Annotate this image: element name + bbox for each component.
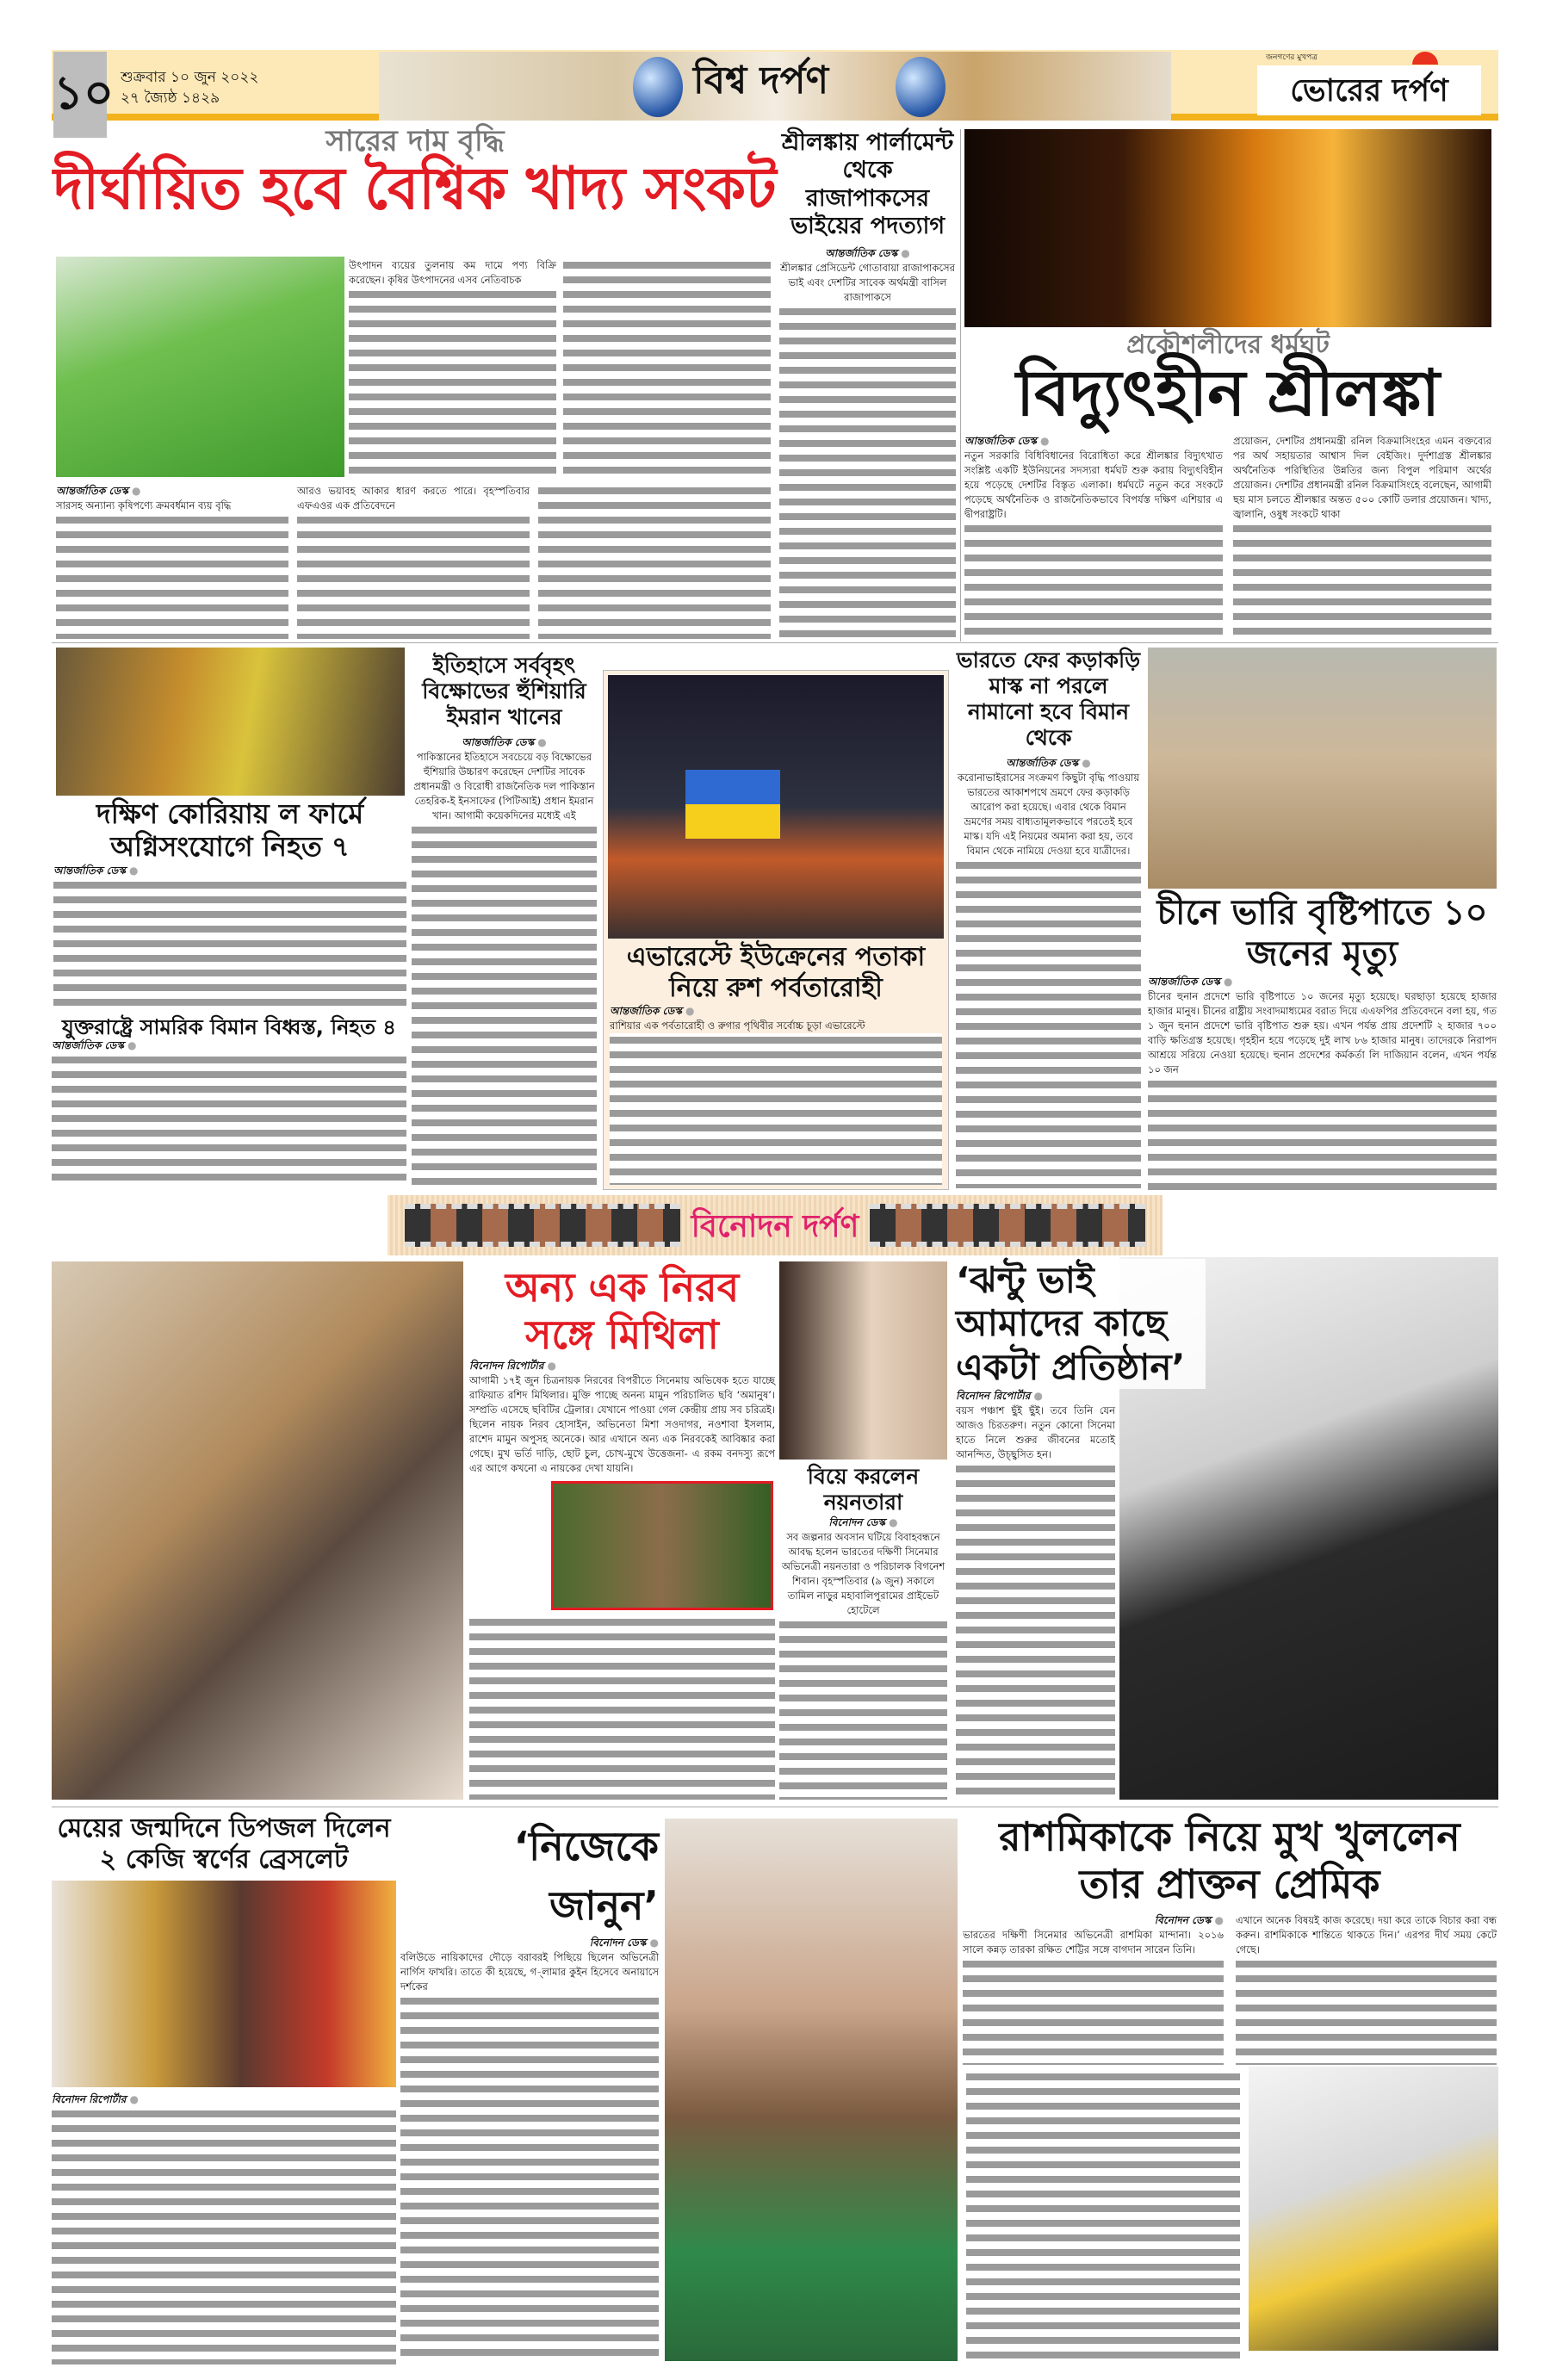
china-headline: চীনে ভারি বৃষ্টিপাতে ১০ জনের মৃত্যু <box>1156 893 1488 974</box>
everest-byline: আন্তর্জাতিক ডেস্ক ● <box>610 1004 942 1019</box>
column-divider <box>960 129 961 641</box>
nargis-byline: বিনোদন ডেস্ক ● <box>400 1936 659 1950</box>
bracelet-headline: মেয়ের জন্মদিনে ডিপজল দিলেন ২ কেজি স্বর্ণের ব্রেসলেট <box>57 1813 391 1875</box>
date-gregorian: শুক্রবার ১০ জুন ২০২২ <box>121 69 259 86</box>
page-number: ১০ <box>53 52 107 138</box>
china-lead: চীনের হুনান প্রদেশে ভারি বৃষ্টিপাতে ১০ জনের মৃত্যু হয়েছে। ঘরছাড়া হয়েছে হাজার হাজার মানুষ। চীনের রাষ্ট্রীয় সংবাদমাধ্যমের বরাত দিয়ে এএফপির প্রতিবেদনে বলা হয়, গত ১ জুন হুনান প্রদেশে ভারি বৃষ্টিপাত শুরু হয়। এখন পর্যন্ত প্রায় প্রদেশটি ২ হাজার ৭০০ বাড়ি ক্ষতিগ্রস্ত হয়েছে। গৃহহীন হয়ে পড়েছে দুই লাখ ৮৬ হাজার মানুষ। তাদেরকে নিরাপদ আশ্রয়ে সরিয়ে নেওয়া হয়েছে। হুনান প্রদেশের কর্মকর্তা লি দাজিয়ান বলেন, এখন পর্যন্ত ১০ জন <box>1148 990 1497 1075</box>
parliament-article <box>779 129 956 639</box>
china-article <box>1148 892 1497 1190</box>
mask-article <box>956 648 1141 1188</box>
korea-byline: আন্তর্জাতিক ডেস্ক ● <box>53 864 406 878</box>
food-columns <box>349 258 771 479</box>
ukraine-flag-yellow <box>685 804 780 839</box>
mithila-byline: বিনোদন রিপোর্টার ● <box>469 1359 775 1373</box>
srilanka-article <box>964 331 1491 641</box>
fertilizer-farmer-photo <box>56 257 344 477</box>
newspaper-logo <box>1257 65 1481 115</box>
imran-article <box>412 653 597 1187</box>
globe-icon <box>896 57 946 117</box>
climber-ukraine-flag-photo <box>608 675 944 939</box>
nargis-lead: বলিউডে নায়িকাদের দৌড়ে বরাবরই পিছিয়ে ছিলেন অভিনেত্রী নার্গিস ফাখরি। তাতে কী হয়েছে, গ-্লামার কুইন হিসেবে অনায়াসে দর্শকের <box>400 1951 659 1993</box>
date-bengali: ২৭ জ্যৈষ্ঠ ১৪২৯ <box>121 90 220 107</box>
china-byline: আন্তর্জাতিক ডেস্ক ● <box>1148 975 1497 989</box>
jhantu-lead: বয়স পঞ্চাশ ছুঁই ছুঁই। তবে তিনি যেন আজও চিরতরুণ। নতুন কোনো সিনেমা হাতে নিলে শুরুর জীবনের মতোই আনন্দিত, উচ্ছ্বসিত হন। <box>956 1404 1115 1461</box>
everest-lead: রাশিয়ার এক পর্বতারোহী ও রুগার পৃথিবীর সর্বোচ্চ চূড়া এভারেস্টে <box>610 1020 865 1032</box>
parliament-headline: শ্রীলঙ্কায় পার্লামেন্ট থেকে রাজাপাকসের ভাইয়ের পদত্যাগ <box>781 129 954 240</box>
mask-byline: আন্তর্জাতিক ডেস্ক ● <box>956 756 1141 771</box>
gold-bracelet-photo <box>52 1881 396 2087</box>
row-divider <box>52 642 1498 643</box>
engineer-strike-photo <box>964 129 1491 327</box>
mithila-article <box>469 1264 775 1800</box>
nargis-article <box>400 1817 659 2361</box>
imran-headline: ইতিহাসে সর্ববৃহৎ বিক্ষোভের হুঁশিয়ারি ইমরান খানের <box>422 653 586 729</box>
everest-article <box>610 942 942 1185</box>
food-heading <box>53 126 777 253</box>
mithila-headline: অন্য এক নিরব সঙ্গে মিথিলা <box>505 1264 740 1359</box>
rashmika-headline: রাশমিকাকে নিয়ে মুখ খুললেন তার প্রাক্তন প্রেমিক <box>999 1813 1460 1908</box>
nayantara-headline: বিয়ে করলেন নয়নতারা <box>807 1464 920 1515</box>
logo-tagline: জনগণের মুখপত্র <box>1266 53 1318 62</box>
mithila-body-cont <box>469 1615 775 1800</box>
food-byline: আন্তর্জাতিক ডেস্ক ● <box>56 484 288 499</box>
imran-byline: আন্তর্জাতিক ডেস্ক ● <box>412 735 597 750</box>
srilanka-headline: বিদ্যুৎহীন শ্রীলঙ্কা <box>1015 356 1441 431</box>
firefighters-photo <box>56 648 405 796</box>
food-body-col2: উৎপাদন ব্যয়ের তুলনায় কম দামে পণ্য বিক্রি করেছেন। কৃষির উৎপাদনের এসব নেতিবাচক <box>349 259 556 286</box>
food-body-col3: আরও ভয়াবহ আকার ধারণ করতে পারে। বৃহস্পতিবার এফএওর এক প্রতিবেদনে <box>297 485 530 511</box>
bracelet-byline: বিনোদন রিপোর্টার ● <box>52 2092 396 2107</box>
logo-text: ভোরের দর্পণ <box>1290 72 1448 108</box>
film-strip-right <box>870 1204 1145 1247</box>
srilanka-byline: আন্তর্জাতিক ডেস্ক ● <box>964 434 1223 449</box>
rashmika-lead: ভারতের দক্ষিণী সিনেমার অভিনেত্রী রাশমিকা মান্দানা। ২০১৬ সালে কন্নড় তারকা রক্ষিত শেট্টির সঙ্গে বাগদান সারেন তিনি। <box>963 1929 1224 1956</box>
korea-article <box>53 797 406 1011</box>
usplane-headline: যুক্তরাষ্ট্রে সামরিক বিমান বিধ্বস্ত, নিহত ৪ <box>62 1015 396 1039</box>
food-headline: দীর্ঘায়িত হবে বৈশ্বিক খাদ্য সংকট <box>53 155 777 224</box>
globe-icon <box>633 57 683 117</box>
bracelet-article <box>52 1813 396 2365</box>
ukraine-flag-blue <box>685 770 780 804</box>
section-title: বিশ্ব দর্পণ <box>693 59 829 102</box>
food-kicker: সারের দাম বৃদ্ধি <box>326 124 505 158</box>
usplane-byline: আন্তর্জাতিক ডেস্ক ● <box>52 1038 406 1053</box>
food-lead: সারসহ অন্যান্য কৃষিপণ্যে ক্রমবর্ধমান ব্যয় বৃদ্ধি <box>56 499 232 511</box>
film-strip-left <box>405 1204 680 1247</box>
issue-date <box>121 67 258 108</box>
everest-headline: এভারেস্টে ইউক্রেনের পতাকা নিয়ে রুশ পর্বতারোহী <box>626 942 926 1003</box>
jhantu-article <box>956 1259 1206 1800</box>
entertainment-title: বিনোদন দর্পণ <box>691 1209 859 1244</box>
rashmika-body-cont <box>966 2070 1240 2359</box>
nayantara-couple-photo <box>779 1261 947 1460</box>
amanush-still-photo <box>551 1481 773 1610</box>
nargis-fakhri-photo <box>665 1819 958 2361</box>
korea-headline: দক্ষিণ কোরিয়ায় ল ফার্মে অগ্নিসংযোগে নিহত ৭ <box>96 797 364 864</box>
srilanka-body-col2: প্রয়োজন, দেশটির প্রধানমন্ত্রী রনিল বিক্রমাসিংহের এমন বক্তব্যের পর অর্থ সহায়তার আশ্বাস দিল বেইজিং। দুর্দশাগ্রস্ত শ্রীলঙ্কার অর্থনৈতিক পরিস্থিতির উন্নতির জন্য বিপুল পরিমাণ অর্থের প্রয়োজন। দেশটির প্রধানমন্ত্রী রনিল বিক্রমাসিংহে বলেছেন, আগামী ছয় মাস চলতে শ্রীলঙ্কার অন্তত ৫০০ কোটি ডলার প্রয়োজন। খাদ্য, জ্বালানি, ওষুধ সংকটে থাকা <box>1233 435 1491 521</box>
rashmika-byline: বিনোদন ডেস্ক ● <box>963 1913 1224 1928</box>
srilanka-lead: নতুন সরকারি বিধিবিধানের বিরোধিতা করে শ্রীলঙ্কার বিদ্যুৎখাত সংশ্লিষ্ট একটি ইউনিয়নের সদস্যরা ধর্মঘট শুরু করায় বিদ্যুৎবিহীন হয়ে পড়েছে দেশটির বিস্তৃত এলাকা। ধর্মঘটে নতুন করে সংকটে পড়েছে অর্থনৈতিক ও রাজনৈতিকভাবে বিপর্যস্ত দক্ষিণ এশিয়ার এ দ্বীপরাষ্ট্রটি। <box>964 449 1223 521</box>
mask-headline: ভারতে ফের কড়াকড়ি মাস্ক না পরলে নামানো হবে বিমান থেকে <box>956 648 1141 750</box>
nayantara-lead: সব জল্পনার অবসান ঘটিয়ে বিবাহবন্ধনে আবদ্ধ হলেন ভারতের দক্ষিণী সিনেমার অভিনেত্রী নয়নতারা ও পরিচালক বিগনেশ শিবান। বৃহস্পতিবার (৯ জুন) সকালে তামিল নাড়ুর মহাবালিপুরামের প্রাইভেট হোটেলে <box>781 1531 946 1616</box>
parliament-byline: আন্তর্জাতিক ডেস্ক ● <box>779 246 956 261</box>
food-body <box>56 484 771 639</box>
rashmika-body-col2: এখানে অনেক বিষয়ই কাজ করেছে। দয়া করে তাকে বিচার করা বন্ধ করুন। রাশমিকাকে শান্তিতে থাকতে দিন।’ এরপর দীর্ঘ সময় কেটে গেছে। <box>1236 1914 1497 1956</box>
parliament-lead: শ্রীলঙ্কার প্রেসিডেন্ট গোতাবায়া রাজাপাকসের ভাই এবং দেশটির সাবেক অর্থমন্ত্রী বাসিল রাজাপাকসে <box>780 261 955 303</box>
srilanka-kicker: প্রকৌশলীদের ধর্মঘট <box>1126 330 1330 360</box>
rashmika-heading <box>963 1813 1497 2065</box>
nirob-mithila-photo <box>52 1261 463 1800</box>
usplane-article <box>52 1016 406 1187</box>
mask-lead: করোনাভাইরাসের সংক্রমণ কিছুটা বৃদ্ধি পাওয়ায় ভারতের আকাশপথে ভ্রমণে ফের কড়াকড়ি আরোপ করা হয়েছে। এবার থেকে বিমান ভ্রমণের সময় বাধ্যতামূলকভাবে পরতেই হবে মাস্ক। যদি এই নিয়মের অমান্য করা হয়, তবে বিমান থেকে নামিয়ে দেওয়া হবে যাত্রীদের। <box>957 772 1140 857</box>
flood-cleanup-photo <box>1148 648 1497 889</box>
rashmika-photo <box>1249 2067 1498 2351</box>
jhantu-byline: বিনোদন রিপোর্টার ● <box>956 1389 1115 1404</box>
mithila-lead: আগামী ১৭ই জুন চিত্রনায়ক নিরবের বিপরীতে সিনেমায় অভিষেক হতে যাচ্ছে রাফিয়াত রশিদ মিথিলার। মুক্তি পাচ্ছে অনন্য মামুন পরিচালিত ছবি ‘অমানুষ’। সম্প্রতি এসেছে ছবিটির ট্রেলার। যেখানে পাওয়া গেল কেন্দ্রীয় প্রায় সব চরিত্রই। ছিলেন নায়ক নিরব হোসাইন, অভিনেতা মিশা সওদাগর, নওশাবা ইসলাম, রাশেদ মামুন অপুসহ অনেকে। আর এখানে অন্য এক নিরবকেই আবিষ্কার করা গেছে। মুখ ভর্তি দাড়ি, ছোট চুল, চোখ-মুখে উত্তেজনা- এ রকম বনদস্যু রূপে এর আগে কখনো এ নায়কের দেখা যায়নি। <box>469 1374 775 1475</box>
nayantara-article <box>779 1464 947 1800</box>
nayantara-byline: বিনোদন ডেস্ক ● <box>779 1515 947 1530</box>
jhantu-headline: ‘ঝন্টু ভাই আমাদের কাছে একটা প্রতিষ্ঠান’ <box>956 1259 1206 1389</box>
nargis-headline: ‘নিজেকে জানুন’ <box>513 1823 659 1929</box>
imran-lead: পাকিস্তানের ইতিহাসে সবচেয়ে বড় বিক্ষোভের হুঁশিয়ারি উচ্চারণ করেছেন দেশটির সাবেক প্রধানমন্ত্রী ও বিরোধী রাজনৈতিক দল পাকিস্তান তেহরিক-ই ইনসাফের (পিটিআই) প্রধান ইমরান খান। আগামী কয়েকদিনের মধ্যেই এই <box>413 751 595 821</box>
